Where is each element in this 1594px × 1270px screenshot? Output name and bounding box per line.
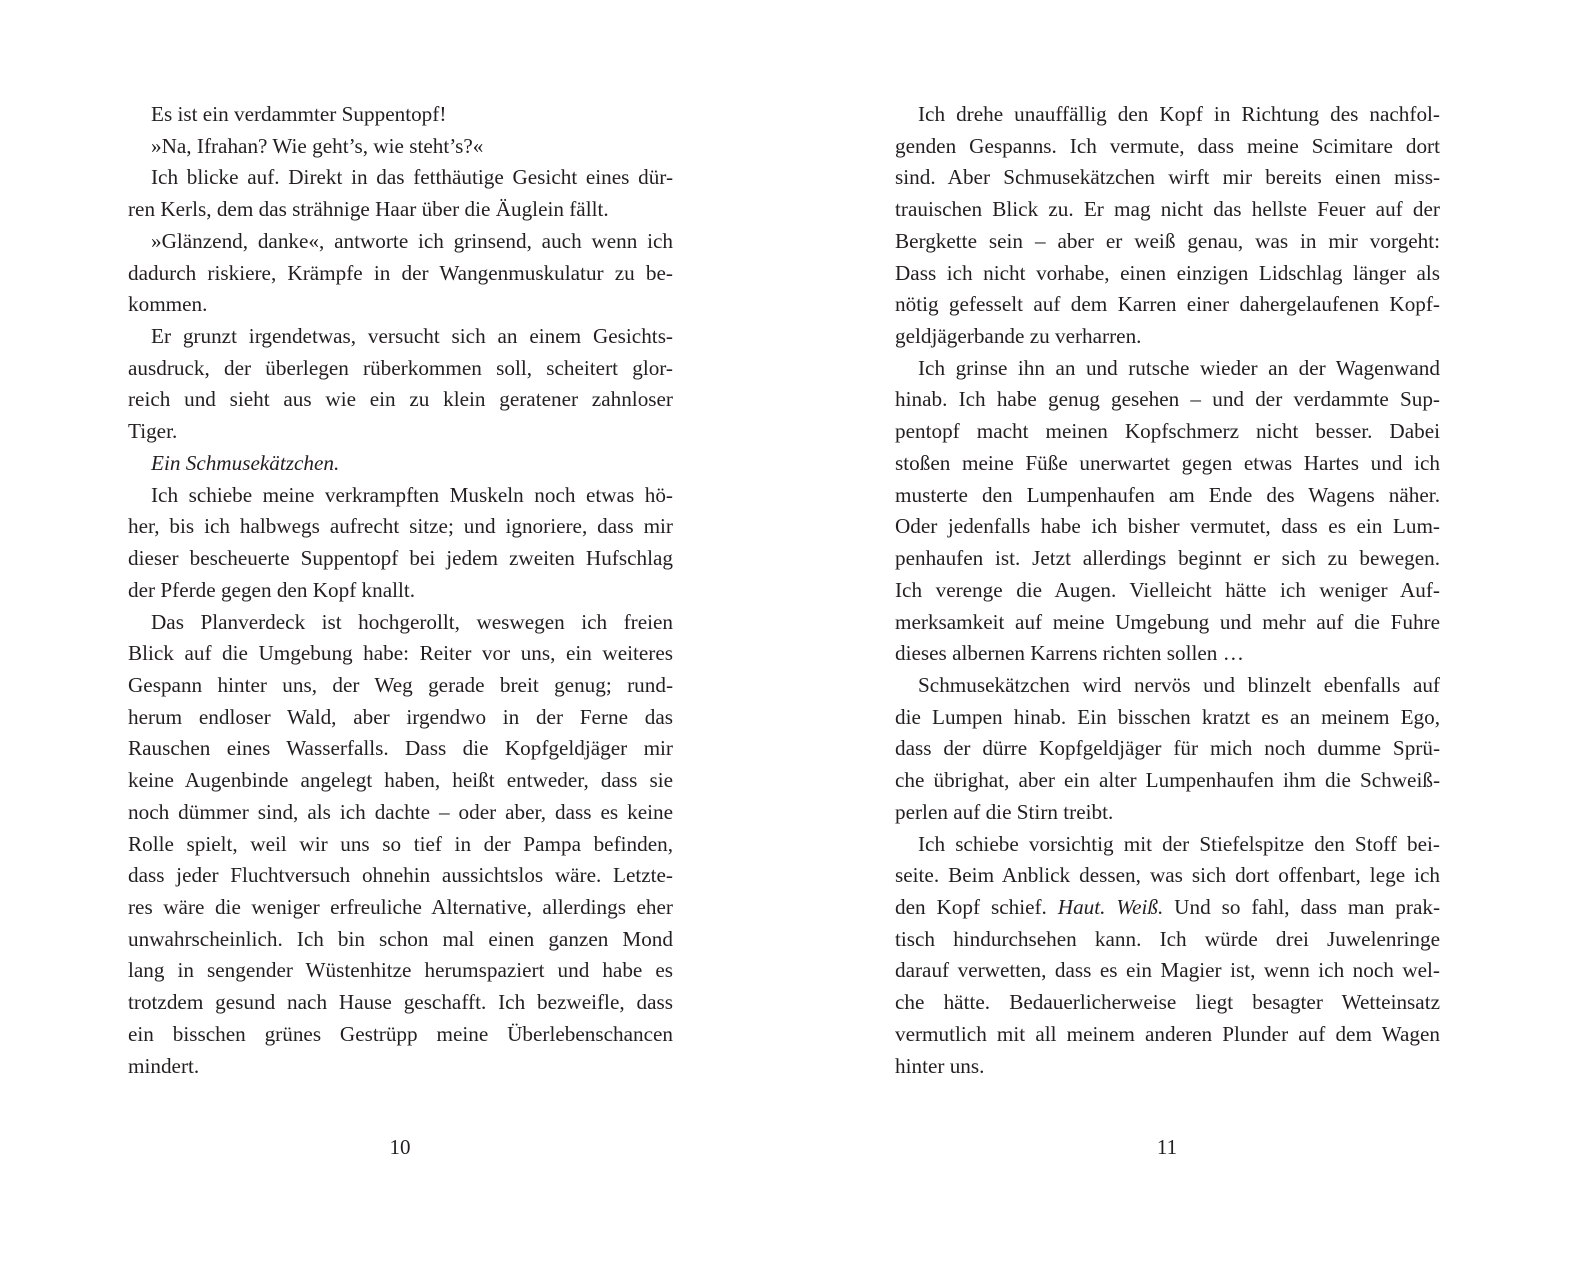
text-line (128, 1019, 673, 1051)
text-line (895, 353, 1440, 385)
text-segment: Dass ich nicht vorhabe, einen einzigen Lidschlag länger als (895, 260, 1440, 285)
text-segment: ren Kerls, dem das strähnige Haar über die Äuglein fällt. (128, 197, 609, 222)
text-segment: her, bis ich halbwegs aufrecht sitze; und ignoriere, dass mir (128, 514, 673, 539)
text-line (128, 194, 673, 226)
text-segment: dieser bescheuerte Suppentopf bei jedem zweiten Hufschlag (128, 546, 673, 571)
text-segment: res wäre die weniger erfreuliche Alternative, allerdings eher (128, 894, 673, 919)
text-line (128, 131, 673, 163)
text-segment: Blick auf die Umgebung habe: Reiter vor uns, ein weiteres (128, 641, 673, 666)
page-number: 11 (1156, 1135, 1178, 1159)
text-segment: genden Gespanns. Ich vermute, dass meine Scimitare dort (895, 133, 1440, 158)
text-segment: Und so fahl, dass man prak- (1163, 894, 1441, 919)
text-line (895, 543, 1440, 575)
text-segment: dass der dürre Kopfgeldjäger für mich noch dumme Sprü- (895, 736, 1440, 761)
text-segment: dadurch riskiere, Krämpfe in der Wangenmuskulatur zu be- (128, 260, 673, 285)
text-segment: mindert. (128, 1053, 200, 1078)
italic-text: Haut. Weiß. (1057, 894, 1164, 919)
text-segment: Ich blicke auf. Direkt in das fetthäutige Gesicht eines dür- (151, 165, 673, 190)
text-line (128, 226, 673, 258)
text-line (128, 448, 673, 480)
text-segment: seite. Beim Anblick dessen, was sich dort offenbart, lege ich (895, 863, 1440, 888)
text-segment: darauf verwetten, dass es ein Magier ist, wenn ich noch wel- (895, 958, 1440, 983)
text-line (895, 131, 1440, 163)
text-line (128, 892, 673, 924)
text-segment: »Na, Ifrahan? Wie geht’s, wie steht’s?« (151, 133, 484, 158)
text-line (128, 258, 673, 290)
text-line (128, 607, 673, 639)
text-line (895, 829, 1440, 861)
text-segment: penhaufen ist. Jetzt allerdings beginnt er sich zu bewegen. (895, 546, 1440, 571)
text-line (128, 99, 673, 131)
text-segment: Es ist ein verdammter Suppentopf! (151, 102, 447, 126)
text-segment: kommen. (128, 292, 208, 317)
text-line (895, 511, 1440, 543)
italic-text: Ein Schmusekätzchen. (151, 450, 340, 475)
text-line (128, 702, 673, 734)
right-page (797, 0, 1594, 1270)
text-line (128, 543, 673, 575)
text-segment: herum endloser Wald, aber irgendwo in der Ferne das (128, 704, 673, 729)
text-line (895, 638, 1440, 670)
text-segment: den Kopf schief. (895, 894, 1058, 919)
text-segment: stoßen meine Füße unerwartet gegen etwas Hartes und ich (895, 450, 1440, 475)
text-line (895, 480, 1440, 512)
text-segment: lang in sengender Wüstenhitze herumspaziert und habe es (128, 958, 673, 983)
text-line (128, 575, 673, 607)
text-segment: Ich verenge die Augen. Vielleicht hätte ich weniger Auf- (895, 577, 1440, 602)
text-segment: Ich schiebe vorsichtig mit der Stiefelspitze den Stoff bei- (918, 831, 1440, 856)
text-line (128, 670, 673, 702)
text-segment: unwahrscheinlich. Ich bin schon mal einen ganzen Mond (128, 926, 673, 951)
text-segment: Gespann hinter uns, der Weg gerade breit genug; rund- (128, 672, 673, 697)
text-line (128, 733, 673, 765)
text-line (895, 194, 1440, 226)
text-segment: tisch hindurchsehen kann. Ich würde drei Juwelenringe (895, 926, 1440, 951)
text-line (128, 765, 673, 797)
text-line (128, 480, 673, 512)
text-line (128, 321, 673, 353)
text-segment: hinab. Ich habe genug gesehen – und der verdammte Sup- (895, 387, 1440, 412)
text-segment: noch dümmer sind, als ich dachte – oder aber, dass es keine (128, 799, 673, 824)
text-segment: Rauschen eines Wasserfalls. Dass die Kopfgeldjäger mir (128, 736, 673, 761)
text-column (128, 99, 673, 1082)
text-line (895, 797, 1440, 829)
text-line (895, 1019, 1440, 1051)
text-line (128, 638, 673, 670)
text-segment: der Pferde gegen den Kopf knallt. (128, 577, 416, 602)
text-line (895, 702, 1440, 734)
text-segment: Schmusekätzchen wird nervös und blinzelt ebenfalls auf (918, 672, 1440, 697)
text-segment: Ich drehe unauffällig den Kopf in Richtung des nachfol- (918, 102, 1440, 126)
text-line (128, 829, 673, 861)
text-line (895, 987, 1440, 1019)
text-line (895, 1051, 1440, 1083)
text-segment: sind. Aber Schmusekätzchen wirft mir bereits einen miss- (895, 165, 1440, 190)
text-segment: nötig gefesselt auf dem Karren einer dahergelaufenen Kopf- (895, 292, 1440, 317)
text-line (128, 384, 673, 416)
text-segment: che hätte. Bedauerlicherweise liegt besagter Wetteinsatz (895, 990, 1440, 1015)
text-line (128, 353, 673, 385)
text-segment: die Lumpen hinab. Ein bisschen kratzt es an meinem Ego, (895, 704, 1440, 729)
text-line (128, 797, 673, 829)
text-segment: reich und sieht aus wie ein zu klein geratener zahnloser (128, 387, 673, 412)
text-line (128, 1051, 673, 1083)
text-line (128, 955, 673, 987)
text-segment: perlen auf die Stirn treibt. (895, 799, 1114, 824)
text-line (895, 416, 1440, 448)
text-line (895, 733, 1440, 765)
text-line (895, 955, 1440, 987)
text-segment: keine Augenbinde angelegt haben, heißt entweder, dass sie (128, 768, 673, 793)
text-segment: Bergkette sein – aber er weiß genau, was in mir vorgeht: (895, 228, 1440, 253)
text-segment: »Glänzend, danke«, antworte ich grinsend, auch wenn ich (151, 228, 673, 253)
text-segment: pentopf macht meinen Kopfschmerz nicht besser. Dabei (895, 419, 1440, 444)
text-line (128, 860, 673, 892)
text-line (128, 511, 673, 543)
text-segment: dieses albernen Karrens richten sollen … (895, 641, 1244, 666)
text-segment: Oder jedenfalls habe ich bisher vermutet, dass es ein Lum- (895, 514, 1440, 539)
text-segment: hinter uns. (895, 1053, 985, 1078)
text-segment: Ich grinse ihn an und rutsche wieder an der Wagenwand (918, 355, 1440, 380)
text-segment: trauischen Blick zu. Er mag nicht das hellste Feuer auf der (895, 197, 1440, 222)
text-line (895, 321, 1440, 353)
text-segment: trotzdem gesund nach Hause geschafft. Ich bezweifle, dass (128, 990, 673, 1015)
text-segment: Er grunzt irgendetwas, versucht sich an einem Gesichts- (151, 324, 673, 349)
text-segment: vermutlich mit all meinem anderen Plunder auf dem Wagen (895, 1021, 1440, 1046)
text-line (128, 162, 673, 194)
text-segment: ausdruck, der überlegen rüberkommen soll, scheitert glor- (128, 355, 673, 380)
text-line (895, 575, 1440, 607)
text-segment: Das Planverdeck ist hochgerollt, weswegen ich freien (151, 609, 673, 634)
text-line (895, 860, 1440, 892)
text-line (128, 416, 673, 448)
text-line (895, 99, 1440, 131)
text-segment: Tiger. (128, 419, 178, 444)
text-segment: che übrighat, aber ein alter Lumpenhaufen ihm die Schweiß- (895, 768, 1440, 793)
text-line (128, 924, 673, 956)
text-segment: Ich schiebe meine verkrampften Muskeln noch etwas hö- (151, 482, 673, 507)
page-number: 10 (389, 1135, 411, 1159)
text-line (895, 670, 1440, 702)
text-segment: dass jeder Fluchtversuch ohnehin aussichtslos wäre. Letzte- (128, 863, 673, 888)
text-segment: geldjägerbande zu verharren. (895, 324, 1142, 349)
text-line (895, 226, 1440, 258)
text-line (128, 987, 673, 1019)
text-line (895, 258, 1440, 290)
text-segment: merksamkeit auf meine Umgebung und mehr auf die Fuhre (895, 609, 1440, 634)
text-line (895, 924, 1440, 956)
text-segment: musterte den Lumpenhaufen am Ende des Wagens näher. (895, 482, 1440, 507)
text-line (128, 289, 673, 321)
text-line (895, 289, 1440, 321)
text-line (895, 607, 1440, 639)
text-line (895, 892, 1440, 924)
text-segment: ein bisschen grünes Gestrüpp meine Überlebenschancen (128, 1021, 673, 1046)
text-line (895, 162, 1440, 194)
text-line (895, 448, 1440, 480)
text-line (895, 384, 1440, 416)
text-column (895, 99, 1440, 1082)
text-segment: Rolle spielt, weil wir uns so tief in der Pampa befinden, (128, 831, 673, 856)
text-line (895, 765, 1440, 797)
